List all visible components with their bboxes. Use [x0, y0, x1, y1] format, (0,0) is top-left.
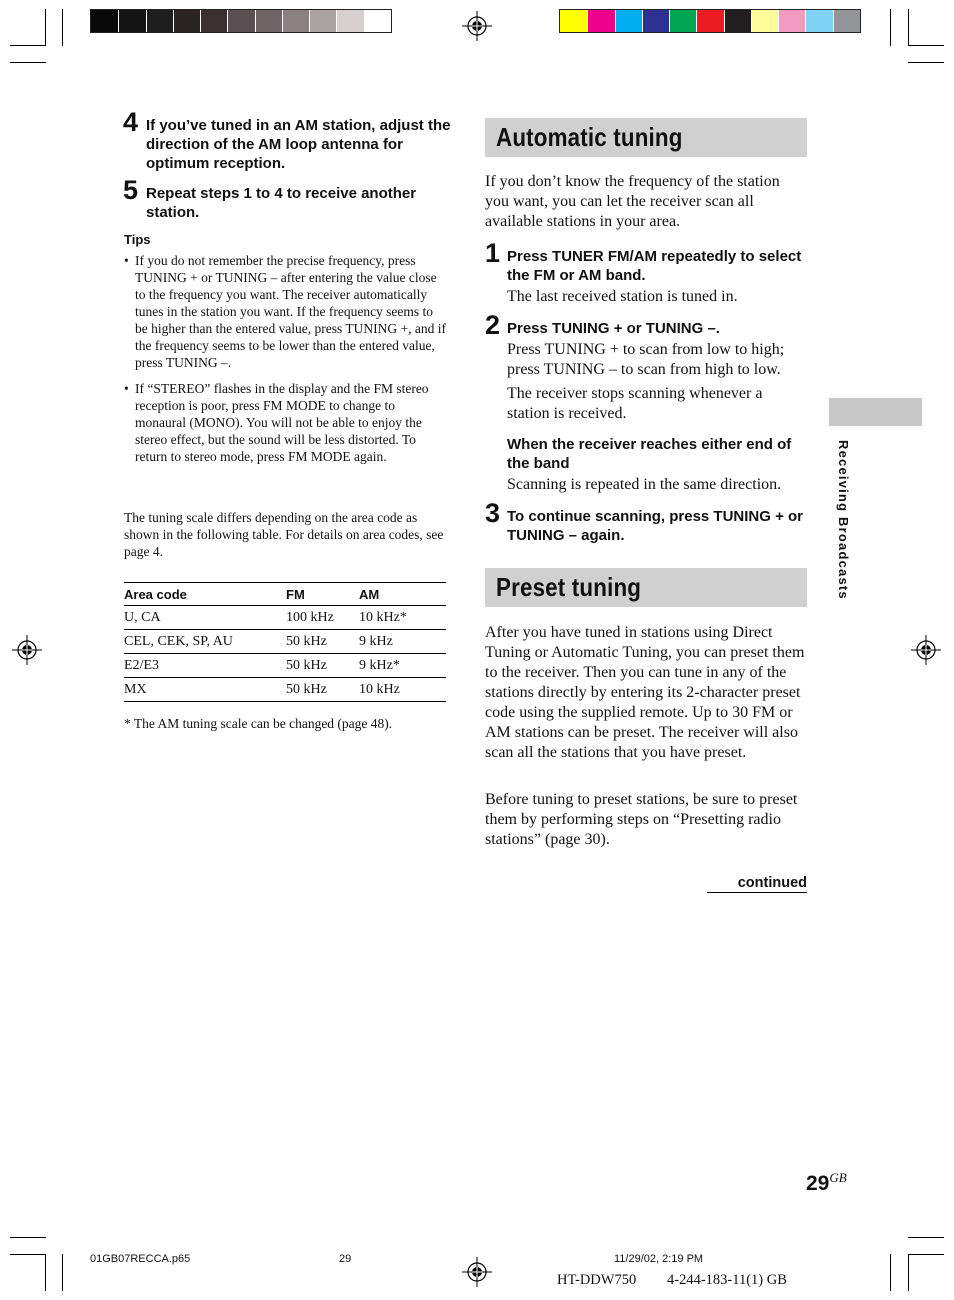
- preset-tuning-paragraph-2: Before tuning to preset stations, be sure to preset them by performing steps on “Presetting radio stations” (page 30).: [485, 791, 798, 848]
- table-cell: E2/E3: [124, 654, 286, 678]
- color-swatch: [173, 10, 200, 32]
- footer-filename: 01GB07RECCA.p65: [90, 1253, 191, 1265]
- table-cell: 9 kHz*: [359, 654, 446, 678]
- table-cell: U, CA: [124, 606, 286, 630]
- page-number: [806, 1170, 847, 1196]
- section-title: Automatic tuning: [496, 122, 683, 152]
- footer-date: 11/29/02, 2:19 PM: [614, 1253, 704, 1265]
- table-row: [124, 678, 446, 702]
- table-header: AM: [359, 583, 446, 606]
- registration-target-icon: [12, 635, 42, 665]
- color-swatch: [200, 10, 227, 32]
- color-swatch: [751, 10, 778, 32]
- color-swatch: [642, 10, 669, 32]
- table-row: [124, 654, 446, 678]
- tip-item: • If “STEREO” flashes in the display and the FM stereo reception is poor, press FM MODE to change to monaural (MONO). You will not be able to enjoy the stereo effect, but the sound will be less distorted. To return to stereo mode, press FM MODE again.: [124, 380, 447, 465]
- automatic-tuning-header: [485, 118, 807, 157]
- color-swatch: [309, 10, 336, 32]
- preset-tuning-paragraph-1: After you have tuned in stations using Direct Tuning or Automatic Tuning, you can preset them to the receiver. Then you can tune in any of the stations directly by entering its 2-character preset code using the supplied remote. Up to 30 FM or AM stations can be preset. The receiver will also scan all the stations that you have preset.: [485, 624, 805, 761]
- table-cell: 50 kHz: [286, 678, 359, 702]
- registration-target-icon: [462, 1257, 492, 1287]
- step-5-text: Repeat steps 1 to 4 to receive another station.: [146, 185, 417, 221]
- color-swatch: [227, 10, 254, 32]
- table-row: [124, 630, 446, 654]
- registration-target-icon: [462, 11, 492, 41]
- table-cell: 9 kHz: [359, 630, 446, 654]
- step-4-text: If you’ve tuned in an AM station, adjust the direction of the AM loop antenna for optimum reception.: [146, 117, 451, 172]
- step-1-text: Press TUNER FM/AM repeatedly to select the FM or AM band.: [507, 248, 802, 284]
- automatic-tuning-intro: If you don’t know the frequency of the station you want, you can let the receiver scan all available stations in your area.: [485, 173, 780, 230]
- step-2-note-1: Press TUNING + to scan from low to high; press TUNING – to scan from high to low.: [507, 341, 785, 378]
- color-swatch: [833, 10, 860, 32]
- page-number-value: 29: [806, 1172, 830, 1195]
- section-title: Preset tuning: [496, 572, 642, 602]
- color-swatch: [587, 10, 614, 32]
- table-footnote: * The AM tuning scale can be changed (page 48).: [124, 716, 393, 731]
- color-swatch: [118, 10, 145, 32]
- color-swatch: [778, 10, 805, 32]
- step-1-note: The last received station is tuned in.: [507, 288, 738, 305]
- table-cell: 10 kHz: [359, 678, 446, 702]
- color-swatch: [696, 10, 723, 32]
- page-number-suffix: GB: [829, 1170, 847, 1185]
- step-3-text: To continue scanning, press TUNING + or TUNING – again.: [507, 508, 804, 544]
- step-4-number: 4: [123, 107, 139, 137]
- footer-model: HT-DDW750: [557, 1272, 637, 1288]
- color-swatch: [146, 10, 173, 32]
- table-row: [124, 606, 446, 630]
- table-cell: 50 kHz: [286, 630, 359, 654]
- footer-code: 4-244-183-11(1) GB: [667, 1272, 787, 1288]
- sidebar-section-label: [833, 440, 853, 640]
- footer-page: 29: [339, 1253, 352, 1265]
- table-cell: 10 kHz*: [359, 606, 446, 630]
- registration-target-icon: [911, 635, 941, 665]
- continued-text: continued: [737, 875, 807, 891]
- process-color-bar: [559, 9, 861, 33]
- color-swatch: [255, 10, 282, 32]
- sidebar-label-text: Receiving Broadcasts: [836, 440, 851, 600]
- continued-label: [707, 875, 807, 893]
- color-swatch: [560, 10, 587, 32]
- step-2-number: 2: [485, 310, 501, 340]
- table-cell: 50 kHz: [286, 654, 359, 678]
- tips-list: [124, 252, 447, 465]
- color-swatch: [615, 10, 642, 32]
- step-3-number: 3: [485, 498, 501, 528]
- step-5-number: 5: [123, 175, 139, 205]
- table-cell: 100 kHz: [286, 606, 359, 630]
- band-end-note: Scanning is repeated in the same direction.: [507, 476, 782, 493]
- color-swatch: [805, 10, 832, 32]
- color-swatch: [724, 10, 751, 32]
- tips-heading: Tips: [124, 232, 151, 247]
- grayscale-color-bar: [90, 9, 392, 33]
- color-swatch: [91, 10, 118, 32]
- band-end-heading: When the receiver reaches either end of the band: [507, 436, 792, 472]
- step-2-text: Press TUNING + or TUNING –.: [507, 320, 720, 337]
- tip-item: • If you do not remember the precise frequency, press TUNING + or TUNING – after entering the value close to the frequency you want. The receiver automatically tunes in the station you want. If the frequency seems to be higher than the entered value, press TUNING +, and if the frequency seems to be lower than the entered value, press TUNING –.: [124, 252, 447, 371]
- step-2-note-2: The receiver stops scanning whenever a station is received.: [507, 385, 763, 422]
- color-swatch: [282, 10, 309, 32]
- color-swatch: [364, 10, 391, 32]
- table-header: FM: [286, 583, 359, 606]
- color-swatch: [336, 10, 363, 32]
- table-header: Area code: [124, 583, 286, 606]
- sidebar-tab: [829, 398, 922, 426]
- tuning-scale-intro: The tuning scale differs depending on the area code as shown in the following table. For details on area codes, see page 4.: [124, 510, 444, 559]
- table-cell: MX: [124, 678, 286, 702]
- color-swatch: [669, 10, 696, 32]
- table-cell: CEL, CEK, SP, AU: [124, 630, 286, 654]
- preset-tuning-header: [485, 568, 807, 607]
- tuning-scale-table: [124, 582, 446, 702]
- step-1-number: 1: [485, 238, 501, 268]
